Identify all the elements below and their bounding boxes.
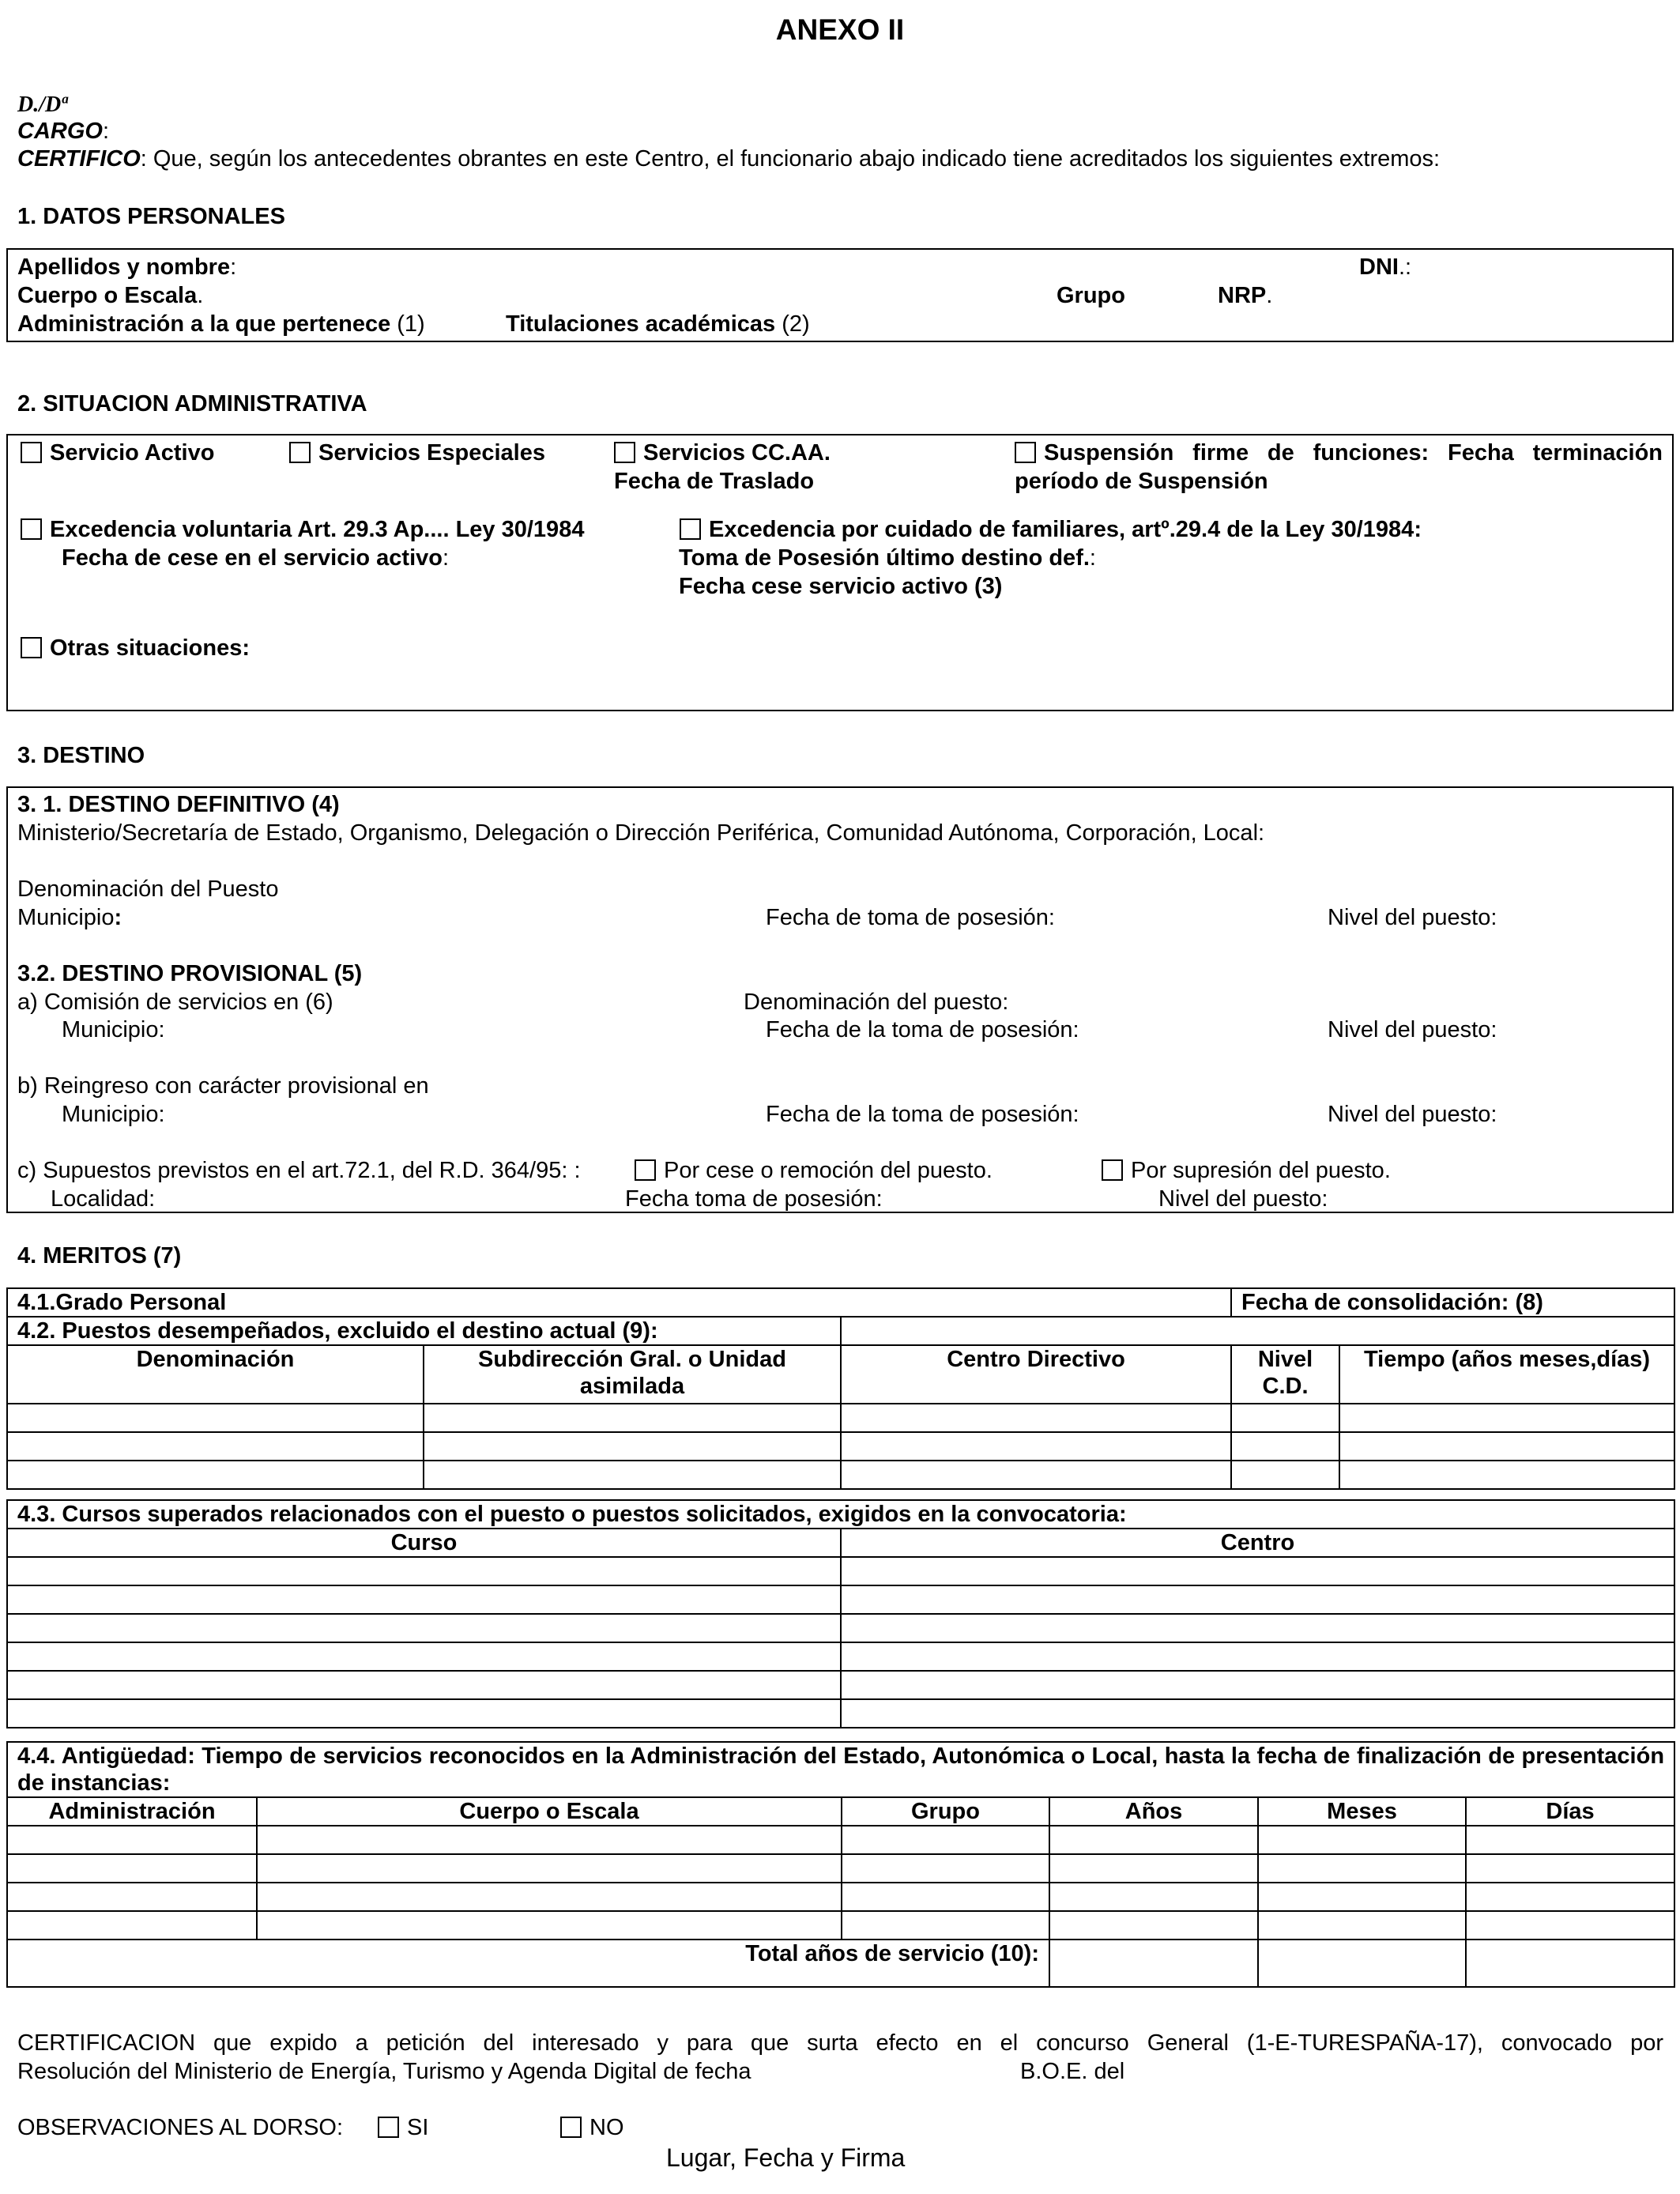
- suspension-label: Suspensión firme de funciones: Fecha terminación: [1044, 440, 1663, 466]
- toma-posesion-label: Toma de Posesión último destino def.: [679, 545, 1090, 571]
- table-cell[interactable]: [841, 1671, 1674, 1699]
- table-cell[interactable]: [257, 1911, 842, 1940]
- dd-label: D./Dª: [17, 92, 67, 117]
- table-cell[interactable]: [7, 1432, 424, 1461]
- excedencia-voluntaria-checkbox[interactable]: [21, 518, 42, 540]
- suspension-checkbox[interactable]: [1015, 442, 1036, 463]
- nivel-c-field[interactable]: Nivel del puesto:: [1158, 1186, 1328, 1212]
- supuestos-label: c) Supuestos previstos en el art.72.1, del R.D. 364/95: :: [17, 1158, 581, 1183]
- table-cell[interactable]: [841, 1432, 1231, 1461]
- section-1-title: 1. DATOS PERSONALES: [17, 204, 285, 229]
- servicio-activo-label: Servicio Activo: [50, 440, 215, 466]
- header-meses: Meses: [1258, 1797, 1466, 1826]
- table-row: [7, 1585, 1674, 1614]
- table-cell[interactable]: [1231, 1404, 1339, 1432]
- table-cell[interactable]: [842, 1854, 1049, 1883]
- cuerpo-label: Cuerpo o Escala: [17, 283, 198, 308]
- observaciones-label: OBSERVACIONES AL DORSO:: [17, 2115, 344, 2140]
- total-dias-cell[interactable]: [1466, 1940, 1674, 1987]
- antiguedad-header-row: [7, 1797, 1674, 1826]
- servicio-activo-checkbox[interactable]: [21, 442, 42, 463]
- excedencia-voluntaria-option[interactable]: [21, 515, 584, 544]
- dni-field[interactable]: DNI.:: [1359, 254, 1412, 280]
- section-4-title: 4. MERITOS (7): [17, 1243, 182, 1269]
- fecha-cese-label: Fecha de cese en el servicio activo: [62, 545, 443, 571]
- titulaciones-label: Titulaciones académicas: [506, 311, 776, 337]
- total-row: [7, 1940, 1674, 1987]
- table-cell[interactable]: [842, 1883, 1049, 1911]
- section-3-title: 3. DESTINO: [17, 743, 145, 768]
- reingreso-field[interactable]: b) Reingreso con carácter provisional en: [17, 1073, 429, 1099]
- dni-label: DNI: [1359, 254, 1399, 280]
- por-supresion-checkbox[interactable]: [1102, 1159, 1123, 1181]
- municipio-a-field[interactable]: Municipio:: [62, 1017, 165, 1042]
- table-cell[interactable]: [7, 1699, 841, 1728]
- administracion-field[interactable]: [17, 310, 425, 338]
- fecha-toma-c-field[interactable]: Fecha toma de posesión:: [625, 1186, 883, 1212]
- table-cell[interactable]: [841, 1585, 1674, 1614]
- municipio-b-field[interactable]: Municipio:: [62, 1102, 165, 1127]
- table-row: [7, 1642, 1674, 1671]
- table-row: [7, 1854, 1674, 1883]
- administracion-label: Administración a la que pertenece: [17, 311, 391, 337]
- localidad-field[interactable]: Localidad:: [51, 1186, 156, 1212]
- table-cell[interactable]: [7, 1461, 424, 1489]
- municipio-label: Municipio: [17, 905, 115, 930]
- table-cell[interactable]: [424, 1404, 841, 1432]
- destino-definitivo-title: 3. 1. DESTINO DEFINITIVO (4): [17, 792, 340, 817]
- cursos-title-cell: 4.3. Cursos superados relacionados con el puesto o puestos solicitados, exigidos en la convocatoria:: [7, 1500, 1674, 1529]
- table-row: [7, 1404, 1674, 1432]
- table-cell[interactable]: [842, 1826, 1049, 1854]
- servicio-activo-option[interactable]: [21, 439, 214, 467]
- cargo-label: CARGO: [17, 119, 103, 144]
- total-meses-cell[interactable]: [1258, 1940, 1466, 1987]
- si-option[interactable]: [378, 2113, 428, 2142]
- fecha-traslado-label: Fecha de Traslado: [614, 469, 815, 494]
- ministerio-label: Ministerio/Secretaría de Estado, Organismo, Delegación o Dirección Periférica, Comunidad Autónoma, Corporación, Local:: [17, 820, 1265, 846]
- certificacion-line-1: CERTIFICACION que expido a petición del interesado y para que surta efecto en el concurso General (1-E-TURESPAÑA-17), convocado por: [17, 2030, 1663, 2056]
- suspension-label-2: período de Suspensión: [1015, 469, 1268, 494]
- si-label: SI: [407, 2115, 429, 2140]
- administracion-ref: (1): [397, 311, 425, 337]
- table-cell[interactable]: [1339, 1461, 1674, 1489]
- certifico-text: : Que, según los antecedentes obrantes en este Centro, el funcionario abajo indicado tiene acreditados los siguientes extremos:: [140, 146, 1441, 172]
- table-cell[interactable]: [841, 1404, 1231, 1432]
- table-cell[interactable]: [1049, 1883, 1258, 1911]
- total-anos-cell[interactable]: [1049, 1940, 1258, 1987]
- table-cell[interactable]: [7, 1585, 841, 1614]
- header-cuerpo-escala: Cuerpo o Escala: [257, 1797, 842, 1826]
- table-cell[interactable]: [424, 1432, 841, 1461]
- puestos-table: [6, 1287, 1675, 1490]
- page-title: ANEXO II: [775, 13, 905, 46]
- table-cell[interactable]: [841, 1614, 1674, 1642]
- cargo-line: CARGO:: [17, 119, 110, 144]
- table-cell[interactable]: [257, 1826, 842, 1854]
- por-cese-label: Por cese o remoción del puesto.: [664, 1158, 993, 1183]
- grado-row: [7, 1288, 1674, 1317]
- boe-label: B.O.E. del: [1020, 2059, 1125, 2084]
- table-cell[interactable]: [7, 1614, 841, 1642]
- table-row: [7, 1461, 1674, 1489]
- table-row: [7, 1699, 1674, 1728]
- si-checkbox[interactable]: [378, 2117, 399, 2138]
- header-grupo: Grupo: [842, 1797, 1049, 1826]
- servicios-ccaa-label: Servicios CC.AA.: [643, 440, 831, 466]
- table-cell[interactable]: [7, 1557, 841, 1585]
- antiguedad-table: [6, 1741, 1675, 1988]
- table-cell[interactable]: [257, 1883, 842, 1911]
- table-cell[interactable]: [1049, 1826, 1258, 1854]
- nrp-label: NRP: [1218, 283, 1267, 308]
- no-label: NO: [590, 2115, 624, 2140]
- table-row: [7, 1432, 1674, 1461]
- grado-personal-cell[interactable]: 4.1.Grado Personal: [7, 1288, 1231, 1317]
- por-supresion-label: Por supresión del puesto.: [1131, 1158, 1391, 1183]
- titulaciones-field[interactable]: [506, 310, 810, 338]
- table-cell[interactable]: [1258, 1883, 1466, 1911]
- header-administracion: Administración: [7, 1797, 257, 1826]
- otras-situaciones-label: Otras situaciones:: [50, 635, 250, 661]
- titulaciones-ref: (2): [782, 311, 810, 337]
- fecha-consolidacion-cell[interactable]: Fecha de consolidación: (8): [1231, 1288, 1674, 1317]
- header-dias: Días: [1466, 1797, 1674, 1826]
- header-centro: Centro: [841, 1529, 1674, 1557]
- table-cell[interactable]: [1466, 1883, 1674, 1911]
- table-row: [7, 1883, 1674, 1911]
- table-cell[interactable]: [257, 1854, 842, 1883]
- destino-provisional-title: 3.2. DESTINO PROVISIONAL (5): [17, 961, 363, 986]
- certificacion-line-2: Resolución del Ministerio de Energía, Turismo y Agenda Digital de fecha: [17, 2059, 751, 2084]
- servicios-ccaa-option[interactable]: [614, 439, 831, 467]
- nivel-b-field[interactable]: Nivel del puesto:: [1328, 1102, 1497, 1127]
- nrp-field[interactable]: NRP.: [1218, 283, 1273, 308]
- fecha-toma-field[interactable]: Fecha de toma de posesión:: [766, 905, 1055, 930]
- otras-situaciones-option[interactable]: [21, 634, 250, 662]
- servicios-especiales-checkbox[interactable]: [289, 442, 311, 463]
- header-anos: Años: [1049, 1797, 1258, 1826]
- comision-servicios-field[interactable]: a) Comisión de servicios en (6): [17, 990, 333, 1015]
- cuerpo-field[interactable]: Cuerpo o Escala.: [17, 283, 204, 308]
- section-2-title: 2. SITUACION ADMINISTRATIVA: [17, 391, 367, 417]
- antiguedad-title-cell: 4.4. Antigüedad: Tiempo de servicios reconocidos en la Administración del Estado, Autonómica o Local, hasta la fecha de finalización de presentación de instancias:: [7, 1742, 1674, 1797]
- table-cell[interactable]: [1339, 1404, 1674, 1432]
- table-cell[interactable]: [7, 1826, 257, 1854]
- header-denominacion: Denominación: [7, 1345, 424, 1404]
- cursos-title-row: [7, 1500, 1674, 1529]
- excedencia-voluntaria-label: Excedencia voluntaria Art. 29.3 Ap.... Ley 30/1984: [50, 517, 585, 542]
- header-centro-directivo: Centro Directivo: [841, 1345, 1231, 1404]
- total-label-cell: Total años de servicio (10):: [7, 1940, 1049, 1987]
- table-cell[interactable]: [7, 1911, 257, 1940]
- por-cese-option[interactable]: [635, 1156, 993, 1185]
- header-subdireccion: Subdirección Gral. o Unidad asimilada: [424, 1345, 841, 1404]
- table-row: [7, 1614, 1674, 1642]
- certifico-line: [17, 145, 1440, 173]
- table-cell[interactable]: [841, 1461, 1231, 1489]
- otras-situaciones-checkbox[interactable]: [21, 637, 42, 658]
- nivel-a-field[interactable]: Nivel del puesto:: [1328, 1017, 1497, 1042]
- table-cell[interactable]: [1466, 1854, 1674, 1883]
- servicios-ccaa-checkbox[interactable]: [614, 442, 635, 463]
- fecha-toma-a-field[interactable]: Fecha de la toma de posesión:: [766, 1017, 1079, 1042]
- apellidos-field[interactable]: Apellidos y nombre:: [17, 254, 237, 280]
- antiguedad-title-row: [7, 1742, 1674, 1797]
- nivel-puesto-field[interactable]: Nivel del puesto:: [1328, 905, 1497, 930]
- table-row: [7, 1826, 1674, 1854]
- grupo-label[interactable]: Grupo: [1057, 283, 1125, 308]
- table-cell[interactable]: [1466, 1911, 1674, 1940]
- apellidos-label: Apellidos y nombre: [17, 254, 231, 280]
- excedencia-familiares-option[interactable]: Excedencia por cuidado de familiares, artº.29.4 de la Ley 30/1984:: [680, 515, 1422, 544]
- table-cell[interactable]: [7, 1671, 841, 1699]
- table-cell[interactable]: [1466, 1826, 1674, 1854]
- excedencia-familiares-label: Excedencia por cuidado de familiares, artº.29.4 de la Ley 30/1984: [709, 517, 1414, 542]
- table-cell[interactable]: [1258, 1911, 1466, 1940]
- puestos-title-row: [7, 1317, 1674, 1345]
- table-cell[interactable]: [1258, 1826, 1466, 1854]
- table-row: [7, 1671, 1674, 1699]
- table-cell[interactable]: [842, 1911, 1049, 1940]
- table-cell[interactable]: [1339, 1432, 1674, 1461]
- table-cell[interactable]: [1049, 1911, 1258, 1940]
- servicios-especiales-option[interactable]: [289, 439, 545, 467]
- certifico-label: CERTIFICO: [17, 146, 141, 172]
- table-cell[interactable]: [1231, 1461, 1339, 1489]
- table-cell[interactable]: [7, 1883, 257, 1911]
- table-row: [7, 1911, 1674, 1940]
- fecha-toma-b-field[interactable]: Fecha de la toma de posesión:: [766, 1102, 1079, 1127]
- suspension-option[interactable]: [1015, 439, 1663, 467]
- table-cell[interactable]: [1258, 1854, 1466, 1883]
- por-supresion-option[interactable]: [1102, 1156, 1391, 1185]
- table-cell[interactable]: [424, 1461, 841, 1489]
- table-cell[interactable]: [1049, 1854, 1258, 1883]
- fecha-cese-3-label: Fecha cese servicio activo (3): [679, 574, 1003, 599]
- puestos-title-cell: 4.2. Puestos desempeñados, excluido el destino actual (9):: [7, 1317, 841, 1345]
- servicios-especiales-label: Servicios Especiales: [318, 440, 545, 466]
- denominacion-puesto-field[interactable]: Denominación del Puesto: [17, 876, 279, 902]
- table-row: [7, 1557, 1674, 1585]
- table-cell[interactable]: [7, 1854, 257, 1883]
- cursos-table: [6, 1499, 1675, 1728]
- fecha-cese-field[interactable]: Fecha de cese en el servicio activo:: [62, 545, 450, 571]
- por-cese-checkbox[interactable]: [635, 1159, 656, 1181]
- no-checkbox[interactable]: [560, 2117, 582, 2138]
- table-cell[interactable]: [841, 1642, 1674, 1671]
- table-cell[interactable]: [1231, 1432, 1339, 1461]
- cursos-header-row: [7, 1529, 1674, 1557]
- table-cell[interactable]: [7, 1404, 424, 1432]
- firma-label: Lugar, Fecha y Firma: [666, 2143, 906, 2172]
- table-cell[interactable]: [7, 1642, 841, 1671]
- header-nivel-cd: Nivel C.D.: [1231, 1345, 1339, 1404]
- municipio-field[interactable]: Municipio:: [17, 905, 122, 930]
- puestos-title-blank: [841, 1317, 1674, 1345]
- table-cell[interactable]: [841, 1699, 1674, 1728]
- header-curso: Curso: [7, 1529, 841, 1557]
- toma-posesion-field[interactable]: Toma de Posesión último destino def.:: [679, 545, 1096, 571]
- table-cell[interactable]: [841, 1557, 1674, 1585]
- header-tiempo: Tiempo (años meses,días): [1339, 1345, 1674, 1404]
- denominacion-provisional-field[interactable]: Denominación del puesto:: [744, 990, 1009, 1015]
- no-option[interactable]: [560, 2113, 624, 2142]
- excedencia-familiares-checkbox[interactable]: [680, 518, 701, 540]
- puestos-header-row: [7, 1345, 1674, 1404]
